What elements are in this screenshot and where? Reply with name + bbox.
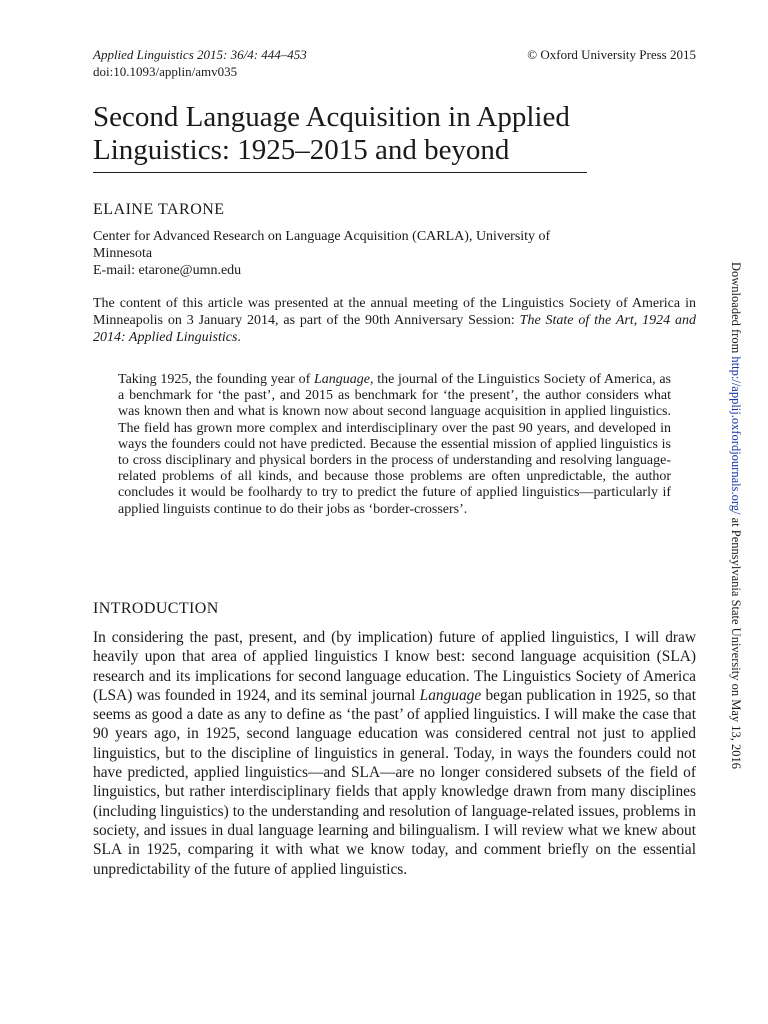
download-watermark — [729, 262, 743, 769]
intro-text-2: began publication in 1925, so that seems as good a date as any to define as ‘the past’ of applied linguistics. I will make the case that 90 years ago, in 1925, second language education was considered central not just to applied linguistics, but to the discipline of linguistics in general. Today, in ways the founders could not have predicted, applied linguistics—and SLA—are no longer considered subsets of the field of linguistics, but rather interdisciplinary fields that apply knowledge drawn from many disciplines (including linguistics) to the understanding and resolution of language-related issues, problems in society, and issues in dual language learning and bilingualism. I will review what we knew about SLA in 1925, comparing it with what we know today, and comment briefly on the essential unpredictability of the future of applied linguistics. — [93, 686, 696, 878]
title-divider — [93, 172, 587, 173]
article-title — [93, 101, 693, 167]
download-source-link[interactable]: http://applij.oxfordjournals.org/ — [729, 356, 743, 515]
session-title: The State of the Art, 1924 and 2014: Applied Linguistics — [93, 313, 696, 345]
abstract — [118, 372, 671, 518]
author-email[interactable]: E-mail: etarone@umn.edu — [93, 263, 242, 278]
presentation-note — [93, 295, 696, 346]
intro-journal-name: Language — [419, 686, 482, 704]
abstract-journal-name: Language — [313, 372, 370, 387]
abstract-text-2: , the journal of the Linguistics Society of America, as a benchmark for ‘the past’, and 2015 as benchmark for ‘the present’, the author considers what was known then and what is known now about second language acquisition in applied linguistics. The field has grown more complex and interdisciplinary over the past 90 years, and developed in ways the founders could not have predicted. Because the essential mission of applied linguistics is to cross disciplinary and physical borders in the process of understanding and resolving language-related problems of all kinds, and because those problems are often unpredictable, the author concludes it would be foolhardy to try to predict the future of applied linguistics—particularly if applied linguists continue to do their jobs as ‘border-crossers’. — [118, 372, 672, 517]
intro-text-1: In considering the past, present, and (by implication) future of applied linguistics, I will draw heavily upon that area of applied linguistics I know best: second language acquisition (SLA) research and its implications for second language education. The Linguistics Society of America (LSA) was founded in 1924, and its seminal journal — [93, 629, 696, 704]
doi-link[interactable]: doi:10.1093/applin/amv035 — [93, 64, 238, 79]
presentation-note-end: . — [237, 330, 241, 345]
author-affiliation — [93, 228, 693, 279]
abstract-text-1: Taking 1925, the founding year of — [118, 372, 314, 387]
presentation-note-text: The content of this article was presented at the annual meeting of the Linguistics Society of America in Minneapolis on 3 January 2014, as part of the 90th Anniversary Session: — [93, 296, 696, 328]
introduction-paragraph — [93, 628, 696, 879]
journal-citation: Applied Linguistics 2015: 36/4: 444–453 — [93, 47, 307, 62]
running-header — [93, 46, 696, 80]
affiliation-line-2: Minnesota — [93, 246, 153, 261]
author-name: ELAINE TARONE — [93, 201, 225, 218]
title-line-2: Linguistics: 1925–2015 and beyond — [93, 134, 510, 166]
section-heading-introduction: INTRODUCTION — [93, 600, 219, 617]
copyright-notice: © Oxford University Press 2015 — [527, 47, 696, 62]
download-suffix: at Pennsylvania State University on May 13, 2016 — [729, 514, 743, 769]
title-line-1: Second Language Acquisition in Applied — [93, 101, 570, 133]
affiliation-line-1: Center for Advanced Research on Language Acquisition (CARLA), University of — [93, 229, 551, 244]
download-prefix: Downloaded from — [729, 262, 743, 357]
